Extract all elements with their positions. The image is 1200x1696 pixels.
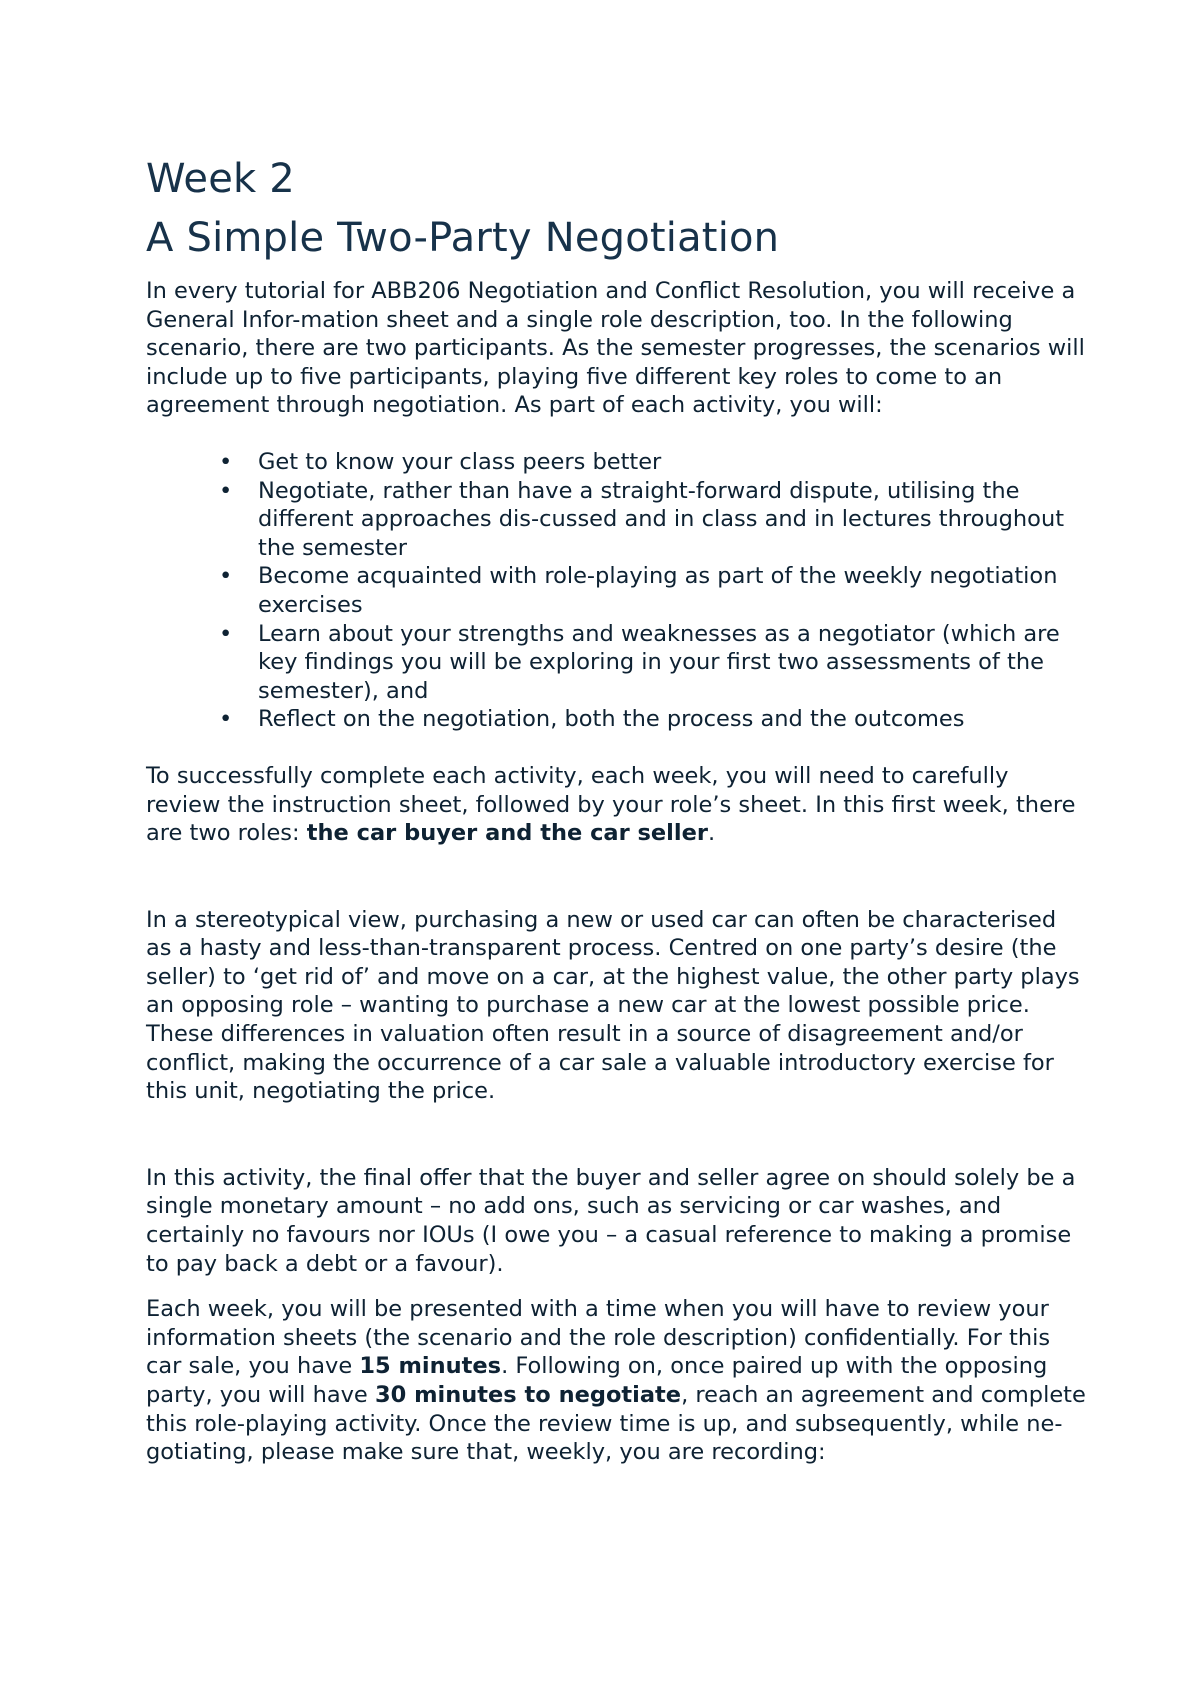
negotiate-time-emphasis: 30 minutes to negotiate — [374, 1382, 682, 1408]
page-title: Week 2 — [146, 156, 295, 202]
roles-emphasis: the car buyer and the car seller — [306, 820, 708, 847]
intro-paragraph: In every tutorial for ABB206 Negotiation and Conflict Resolution, you will receive a General Infor-mation sheet and a single role description, too. In the following scenario, there are two participants. As the semester progresses, the scenarios will include up to five participants, playing five different key roles to come to an agreement through negotiation. As part of each activity, you will: — [146, 278, 1085, 419]
list-item-text: Learn about your strengths and weaknesses as a negotiator (which are key findings you will be exploring in your first two assessments of the semester), and — [258, 620, 1060, 704]
timing-paragraph — [146, 1295, 1086, 1467]
bullet-icon: • — [219, 448, 233, 475]
list-item — [146, 448, 1086, 477]
bullet-icon: • — [219, 706, 233, 733]
roles-text: To successfully complete each activity, each week, you will need to carefully review the instruction sheet, followed by your role’s sheet. In this first week, there are two roles: — [146, 762, 1076, 847]
list-item — [146, 562, 1086, 619]
document-page — [146, 150, 1086, 1467]
page-subtitle: A Simple Two-Party Negotiation — [146, 215, 780, 261]
bullet-icon: • — [219, 477, 233, 504]
roles-paragraph — [146, 762, 1086, 848]
list-item-text: Become acquainted with role-playing as part of the weekly negotiation exercises — [258, 563, 1058, 618]
list-item-text: Negotiate, rather than have a straight-forward dispute, utilising the different approaches dis-cussed and in class and in lectures throughout the semester — [258, 477, 1065, 561]
timing-text-1: Each week, you will be presented with a time when you will have to review your information sheets (the scenario and the role description) confidentially. For this car sale, you have — [146, 1296, 1051, 1380]
final-offer-paragraph: In this activity, the final offer that the buyer and seller agree on should solely be a single monetary amount – no add ons, such as servicing or car washes, and certainly no favours nor IOUs (I owe you – a casual reference to making a promise to pay back a debt or a favour). — [146, 1164, 1076, 1277]
timing-text-3: , reach an agreement and complete this role-playing activity. Once the review time is up, and subsequently, while ne-gotiating, please make sure that, weekly, you are recording: — [146, 1382, 1086, 1466]
bullet-icon: • — [219, 563, 233, 590]
review-time-emphasis: 15 minutes — [359, 1353, 502, 1380]
activity-bullet-list — [146, 448, 1086, 734]
list-item — [146, 620, 1086, 706]
list-item — [146, 705, 1086, 734]
list-item — [146, 477, 1086, 563]
list-item-text: Reflect on the negotiation, both the process and the outcomes — [258, 706, 965, 733]
bullet-icon: • — [219, 620, 233, 647]
timing-text-2: . Following on, once paired up with the opposing party, you will have — [146, 1353, 1048, 1408]
roles-end: . — [707, 820, 716, 847]
list-item-text: Get to know your class peers better — [258, 448, 662, 475]
car-sale-context-paragraph: In a stereotypical view, purchasing a new or used car can often be characterised as a hasty and less-than-transparent process. Centred on one party’s desire (the seller) to ‘get rid of’ and move on a car, at the highest value, the other party plays an opposing role – wanting to purchase a new car at the lowest possible price. These differences in valuation often result in a source of disagreement and/or conflict, making the occurrence of a car sale a valuable introductory exercise for this unit, negotiating the price. — [146, 906, 1080, 1105]
